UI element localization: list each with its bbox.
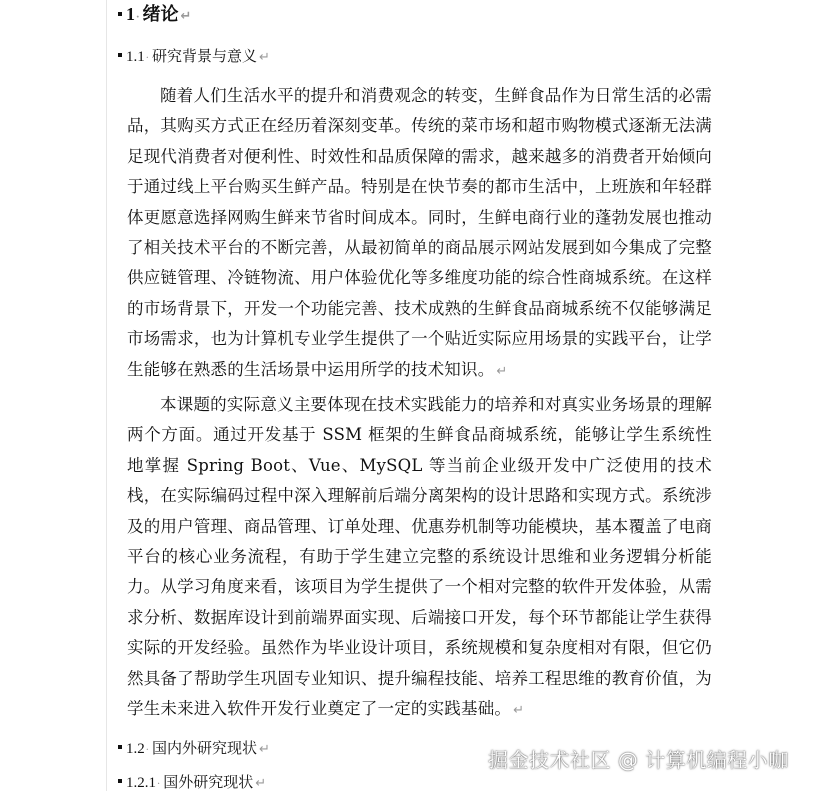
heading-1-2 <box>118 737 270 758</box>
paragraph-text: 本课题的实际意义主要体现在技术实践能力的培养和对真实业务场景的理解两个方面。通过开发基于 SSM 框架的生鲜食品商城系统，能够让学生系统性地掌握 Spring Boot、Vue、MySQL 等当前企业级开发中广泛使用的技术栈，在实际编码过程中深入理解前后端分离架构的设计思路和实现方式。系统涉及的用户管理、商品管理、订单处理、优惠券机制等功能模块，基本覆盖了电商平台的核心业务流程，有助于学生建立完整的系统设计思维和业务逻辑分析能力。从学习角度来看，该项目为学生提供了一个相对完整的软件开发体验，从需求分析、数据库设计到前端界面实现、后端接口开发，每个环节都能让学生获得实际的开发经验。虽然作为毕业设计项目，系统规模和复杂度相对有限，但它仍然具备了帮助学生巩固专业知识、提升编程技能、培养工程思维的教育价值，为学生未来进入软件开发行业奠定了一定的实践基础。 <box>127 395 712 719</box>
heading-bullet <box>118 12 122 16</box>
heading-bullet <box>118 745 122 749</box>
heading-1 <box>118 0 191 26</box>
heading-number: 1.2.1 <box>126 775 156 791</box>
paragraph-mark: ↵ <box>258 742 270 757</box>
paragraph-mark: ↵ <box>496 363 508 379</box>
paragraph-mark: ↵ <box>255 776 267 791</box>
space-mark: · <box>145 53 149 64</box>
heading-bullet <box>118 53 122 57</box>
heading-number: 1.1 <box>126 49 145 65</box>
heading-title: 国内外研究现状 <box>151 739 257 757</box>
space-mark: · <box>145 745 149 756</box>
heading-title: 国外研究现状 <box>163 773 254 791</box>
heading-number: 1 <box>126 4 135 24</box>
watermark-text: 掘金技术社区 @ 计算机编程小咖 <box>488 748 789 772</box>
heading-number: 1.2 <box>126 741 145 757</box>
paragraph-mark: ↵ <box>258 50 270 65</box>
heading-title: 绪论 <box>142 4 179 25</box>
heading-1-2-1 <box>118 771 266 792</box>
paragraph-mark: ↵ <box>180 9 192 24</box>
heading-bullet <box>118 779 122 783</box>
paragraph-text: 随着人们生活水平的提升和消费观念的转变，生鲜食品作为日常生活的必需品，其购买方式正在经历着深刻变革。传统的菜市场和超市购物模式逐渐无法满足现代消费者对便利性、时效性和品质保障的需求，越来越多的消费者开始倾向于通过线上平台购买生鲜产品。特别是在快节奏的都市生活中，上班族和年轻群体更愿意选择网购生鲜来节省时间成本。同时，生鲜电商行业的蓬勃发展也推动了相关技术平台的不断完善，从最初简单的商品展示网站发展到如今集成了完整供应链管理、冷链物流、用户体验优化等多维度功能的综合性商城系统。在这样的市场背景下，开发一个功能完善、技术成熟的生鲜食品商城系统不仅能够满足市场需求，也为计算机专业学生提供了一个贴近实际应用场景的实践平台，让学生能够在熟悉的生活场景中运用所学的技术知识。 <box>127 86 712 379</box>
paragraph-mark: ↵ <box>513 703 525 719</box>
body-paragraph-2 <box>127 390 712 726</box>
heading-title: 研究背景与意义 <box>151 47 257 65</box>
body-paragraph-1 <box>127 81 712 387</box>
space-mark: · <box>136 12 140 23</box>
left-margin-guide <box>106 0 107 791</box>
space-mark: · <box>157 779 161 790</box>
heading-1-1 <box>118 45 270 66</box>
